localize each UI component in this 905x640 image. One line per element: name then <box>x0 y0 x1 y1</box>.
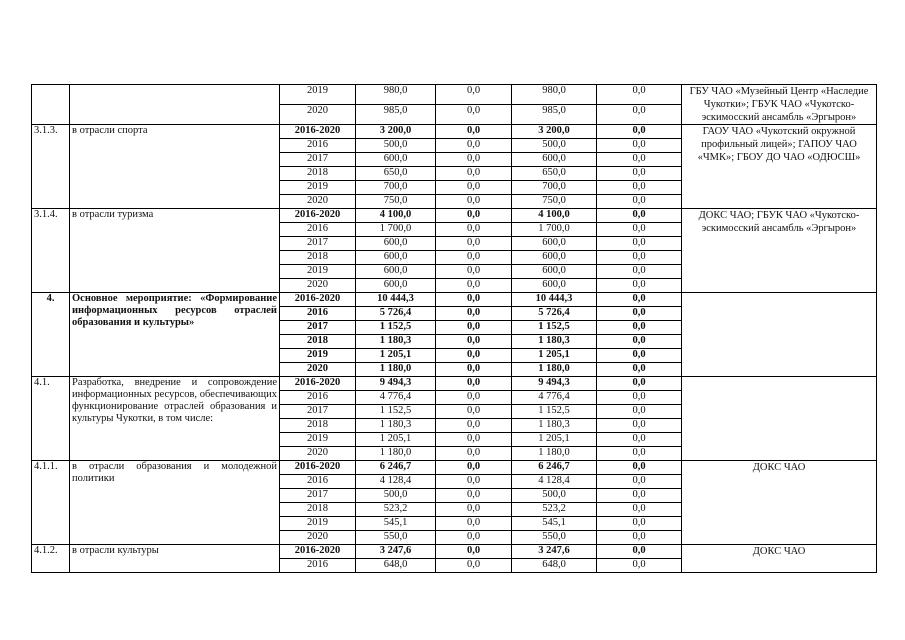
district-budget-cell: 1 180,3 <box>512 335 597 349</box>
other-sources-cell: 0,0 <box>597 209 682 223</box>
year-cell: 2017 <box>280 405 356 419</box>
year-cell: 2019 <box>280 517 356 531</box>
year-cell: 2016 <box>280 223 356 237</box>
federal-budget-cell: 0,0 <box>436 251 512 265</box>
total-amount-cell: 1 180,0 <box>356 447 436 461</box>
district-budget-cell: 4 776,4 <box>512 391 597 405</box>
district-budget-cell: 1 205,1 <box>512 349 597 363</box>
year-cell: 2017 <box>280 153 356 167</box>
year-cell: 2016 <box>280 139 356 153</box>
table-row <box>32 461 877 475</box>
year-cell: 2019 <box>280 181 356 195</box>
total-amount-cell: 500,0 <box>356 139 436 153</box>
district-budget-cell: 600,0 <box>512 237 597 251</box>
district-budget-cell: 980,0 <box>512 85 597 105</box>
executor-cell <box>682 377 877 461</box>
federal-budget-cell: 0,0 <box>436 419 512 433</box>
district-budget-cell: 1 180,3 <box>512 419 597 433</box>
item-code-cell <box>32 85 70 125</box>
executor-cell: ГАОУ ЧАО «Чукотский окружной профильный лицей»; ГАПОУ ЧАО «ЧМК»; ГБОУ ДО ЧАО «ОДЮСШ» <box>682 125 877 209</box>
district-budget-cell: 1 152,5 <box>512 405 597 419</box>
federal-budget-cell: 0,0 <box>436 517 512 531</box>
federal-budget-cell: 0,0 <box>436 447 512 461</box>
other-sources-cell: 0,0 <box>597 349 682 363</box>
executor-cell: ГБУ ЧАО «Музейный Центр «Наследие Чукотки»; ГБУК ЧАО «Чукотско-эскимосский ансамбль «Эргырон» <box>682 85 877 125</box>
item-name-cell: в отрасли образования и молодежной политики <box>70 461 280 545</box>
executor-cell: ДОКС ЧАО <box>682 545 877 573</box>
other-sources-cell: 0,0 <box>597 517 682 531</box>
district-budget-cell: 650,0 <box>512 167 597 181</box>
year-cell: 2016-2020 <box>280 377 356 391</box>
federal-budget-cell: 0,0 <box>436 167 512 181</box>
other-sources-cell: 0,0 <box>597 531 682 545</box>
table-row <box>32 545 877 559</box>
year-cell: 2020 <box>280 363 356 377</box>
budget-table <box>31 84 877 573</box>
year-cell: 2018 <box>280 503 356 517</box>
federal-budget-cell: 0,0 <box>436 461 512 475</box>
total-amount-cell: 600,0 <box>356 237 436 251</box>
federal-budget-cell: 0,0 <box>436 503 512 517</box>
federal-budget-cell: 0,0 <box>436 391 512 405</box>
other-sources-cell: 0,0 <box>597 503 682 517</box>
district-budget-cell: 1 180,0 <box>512 447 597 461</box>
total-amount-cell: 5 726,4 <box>356 307 436 321</box>
year-cell: 2020 <box>280 105 356 125</box>
table-row <box>32 209 877 223</box>
federal-budget-cell: 0,0 <box>436 405 512 419</box>
other-sources-cell: 0,0 <box>597 377 682 391</box>
other-sources-cell: 0,0 <box>597 125 682 139</box>
year-cell: 2020 <box>280 531 356 545</box>
table-row <box>32 293 877 307</box>
district-budget-cell: 700,0 <box>512 181 597 195</box>
total-amount-cell: 3 247,6 <box>356 545 436 559</box>
total-amount-cell: 600,0 <box>356 153 436 167</box>
item-code-cell: 3.1.4. <box>32 209 70 293</box>
other-sources-cell: 0,0 <box>597 545 682 559</box>
federal-budget-cell: 0,0 <box>436 293 512 307</box>
year-cell: 2016-2020 <box>280 209 356 223</box>
total-amount-cell: 523,2 <box>356 503 436 517</box>
year-cell: 2017 <box>280 489 356 503</box>
district-budget-cell: 550,0 <box>512 531 597 545</box>
year-cell: 2016-2020 <box>280 461 356 475</box>
total-amount-cell: 500,0 <box>356 489 436 503</box>
year-cell: 2016-2020 <box>280 125 356 139</box>
total-amount-cell: 600,0 <box>356 251 436 265</box>
federal-budget-cell: 0,0 <box>436 153 512 167</box>
item-name-cell: Основное мероприятие: «Формирование информационных ресурсов отраслей образования и культуры» <box>70 293 280 377</box>
other-sources-cell: 0,0 <box>597 489 682 503</box>
total-amount-cell: 750,0 <box>356 195 436 209</box>
item-name-cell: в отрасли туризма <box>70 209 280 293</box>
federal-budget-cell: 0,0 <box>436 321 512 335</box>
district-budget-cell: 1 700,0 <box>512 223 597 237</box>
table-row <box>32 377 877 391</box>
federal-budget-cell: 0,0 <box>436 279 512 293</box>
district-budget-cell: 600,0 <box>512 153 597 167</box>
item-code-cell: 3.1.3. <box>32 125 70 209</box>
other-sources-cell: 0,0 <box>597 237 682 251</box>
district-budget-cell: 4 100,0 <box>512 209 597 223</box>
other-sources-cell: 0,0 <box>597 265 682 279</box>
other-sources-cell: 0,0 <box>597 405 682 419</box>
other-sources-cell: 0,0 <box>597 321 682 335</box>
district-budget-cell: 600,0 <box>512 265 597 279</box>
table-row <box>32 85 877 105</box>
district-budget-cell: 600,0 <box>512 251 597 265</box>
year-cell: 2019 <box>280 85 356 105</box>
district-budget-cell: 5 726,4 <box>512 307 597 321</box>
total-amount-cell: 648,0 <box>356 559 436 573</box>
table-row <box>32 125 877 139</box>
district-budget-cell: 6 246,7 <box>512 461 597 475</box>
other-sources-cell: 0,0 <box>597 251 682 265</box>
federal-budget-cell: 0,0 <box>436 363 512 377</box>
total-amount-cell: 1 152,5 <box>356 321 436 335</box>
item-code-cell: 4. <box>32 293 70 377</box>
item-name-cell <box>70 85 280 125</box>
total-amount-cell: 3 200,0 <box>356 125 436 139</box>
year-cell: 2019 <box>280 433 356 447</box>
other-sources-cell: 0,0 <box>597 475 682 489</box>
district-budget-cell: 523,2 <box>512 503 597 517</box>
district-budget-cell: 500,0 <box>512 489 597 503</box>
federal-budget-cell: 0,0 <box>436 223 512 237</box>
year-cell: 2020 <box>280 279 356 293</box>
total-amount-cell: 6 246,7 <box>356 461 436 475</box>
total-amount-cell: 550,0 <box>356 531 436 545</box>
district-budget-cell: 500,0 <box>512 139 597 153</box>
total-amount-cell: 600,0 <box>356 279 436 293</box>
other-sources-cell: 0,0 <box>597 293 682 307</box>
year-cell: 2016-2020 <box>280 545 356 559</box>
district-budget-cell: 1 205,1 <box>512 433 597 447</box>
year-cell: 2019 <box>280 265 356 279</box>
other-sources-cell: 0,0 <box>597 139 682 153</box>
federal-budget-cell: 0,0 <box>436 559 512 573</box>
total-amount-cell: 1 205,1 <box>356 349 436 363</box>
total-amount-cell: 600,0 <box>356 265 436 279</box>
other-sources-cell: 0,0 <box>597 181 682 195</box>
federal-budget-cell: 0,0 <box>436 489 512 503</box>
year-cell: 2019 <box>280 349 356 363</box>
total-amount-cell: 545,1 <box>356 517 436 531</box>
item-name-cell: в отрасли культуры <box>70 545 280 573</box>
year-cell: 2016 <box>280 475 356 489</box>
year-cell: 2018 <box>280 167 356 181</box>
district-budget-cell: 3 200,0 <box>512 125 597 139</box>
district-budget-cell: 648,0 <box>512 559 597 573</box>
other-sources-cell: 0,0 <box>597 105 682 125</box>
other-sources-cell: 0,0 <box>597 167 682 181</box>
other-sources-cell: 0,0 <box>597 461 682 475</box>
total-amount-cell: 1 152,5 <box>356 405 436 419</box>
district-budget-cell: 10 444,3 <box>512 293 597 307</box>
district-budget-cell: 985,0 <box>512 105 597 125</box>
federal-budget-cell: 0,0 <box>436 139 512 153</box>
federal-budget-cell: 0,0 <box>436 181 512 195</box>
item-code-cell: 4.1.1. <box>32 461 70 545</box>
other-sources-cell: 0,0 <box>597 419 682 433</box>
other-sources-cell: 0,0 <box>597 223 682 237</box>
federal-budget-cell: 0,0 <box>436 475 512 489</box>
district-budget-cell: 9 494,3 <box>512 377 597 391</box>
year-cell: 2020 <box>280 195 356 209</box>
federal-budget-cell: 0,0 <box>436 195 512 209</box>
year-cell: 2018 <box>280 419 356 433</box>
federal-budget-cell: 0,0 <box>436 531 512 545</box>
federal-budget-cell: 0,0 <box>436 105 512 125</box>
total-amount-cell: 980,0 <box>356 85 436 105</box>
item-code-cell: 4.1.2. <box>32 545 70 573</box>
federal-budget-cell: 0,0 <box>436 545 512 559</box>
other-sources-cell: 0,0 <box>597 391 682 405</box>
district-budget-cell: 545,1 <box>512 517 597 531</box>
total-amount-cell: 700,0 <box>356 181 436 195</box>
total-amount-cell: 1 180,0 <box>356 363 436 377</box>
total-amount-cell: 4 128,4 <box>356 475 436 489</box>
table-body <box>32 85 877 573</box>
district-budget-cell: 600,0 <box>512 279 597 293</box>
district-budget-cell: 1 152,5 <box>512 321 597 335</box>
item-code-cell: 4.1. <box>32 377 70 461</box>
total-amount-cell: 1 205,1 <box>356 433 436 447</box>
federal-budget-cell: 0,0 <box>436 349 512 363</box>
year-cell: 2016-2020 <box>280 293 356 307</box>
other-sources-cell: 0,0 <box>597 433 682 447</box>
total-amount-cell: 4 100,0 <box>356 209 436 223</box>
total-amount-cell: 1 180,3 <box>356 419 436 433</box>
total-amount-cell: 10 444,3 <box>356 293 436 307</box>
other-sources-cell: 0,0 <box>597 307 682 321</box>
other-sources-cell: 0,0 <box>597 363 682 377</box>
total-amount-cell: 650,0 <box>356 167 436 181</box>
district-budget-cell: 3 247,6 <box>512 545 597 559</box>
federal-budget-cell: 0,0 <box>436 209 512 223</box>
total-amount-cell: 9 494,3 <box>356 377 436 391</box>
year-cell: 2017 <box>280 321 356 335</box>
district-budget-cell: 750,0 <box>512 195 597 209</box>
district-budget-cell: 1 180,0 <box>512 363 597 377</box>
executor-cell: ДОКС ЧАО; ГБУК ЧАО «Чукотско-эскимосский ансамбль «Эргырон» <box>682 209 877 293</box>
year-cell: 2020 <box>280 447 356 461</box>
year-cell: 2016 <box>280 307 356 321</box>
total-amount-cell: 1 700,0 <box>356 223 436 237</box>
item-name-cell: в отрасли спорта <box>70 125 280 209</box>
executor-cell <box>682 293 877 377</box>
total-amount-cell: 1 180,3 <box>356 335 436 349</box>
year-cell: 2018 <box>280 251 356 265</box>
federal-budget-cell: 0,0 <box>436 237 512 251</box>
year-cell: 2018 <box>280 335 356 349</box>
item-name-cell: Разработка, внедрение и сопровождение информационных ресурсов, обеспечивающих функционирование отраслей образования и культуры Чукотки, в том числе: <box>70 377 280 461</box>
federal-budget-cell: 0,0 <box>436 377 512 391</box>
federal-budget-cell: 0,0 <box>436 85 512 105</box>
other-sources-cell: 0,0 <box>597 195 682 209</box>
year-cell: 2016 <box>280 559 356 573</box>
federal-budget-cell: 0,0 <box>436 265 512 279</box>
year-cell: 2017 <box>280 237 356 251</box>
executor-cell: ДОКС ЧАО <box>682 461 877 545</box>
other-sources-cell: 0,0 <box>597 447 682 461</box>
federal-budget-cell: 0,0 <box>436 307 512 321</box>
other-sources-cell: 0,0 <box>597 559 682 573</box>
total-amount-cell: 4 776,4 <box>356 391 436 405</box>
district-budget-cell: 4 128,4 <box>512 475 597 489</box>
year-cell: 2016 <box>280 391 356 405</box>
total-amount-cell: 985,0 <box>356 105 436 125</box>
other-sources-cell: 0,0 <box>597 279 682 293</box>
other-sources-cell: 0,0 <box>597 335 682 349</box>
federal-budget-cell: 0,0 <box>436 335 512 349</box>
federal-budget-cell: 0,0 <box>436 125 512 139</box>
federal-budget-cell: 0,0 <box>436 433 512 447</box>
other-sources-cell: 0,0 <box>597 153 682 167</box>
other-sources-cell: 0,0 <box>597 85 682 105</box>
